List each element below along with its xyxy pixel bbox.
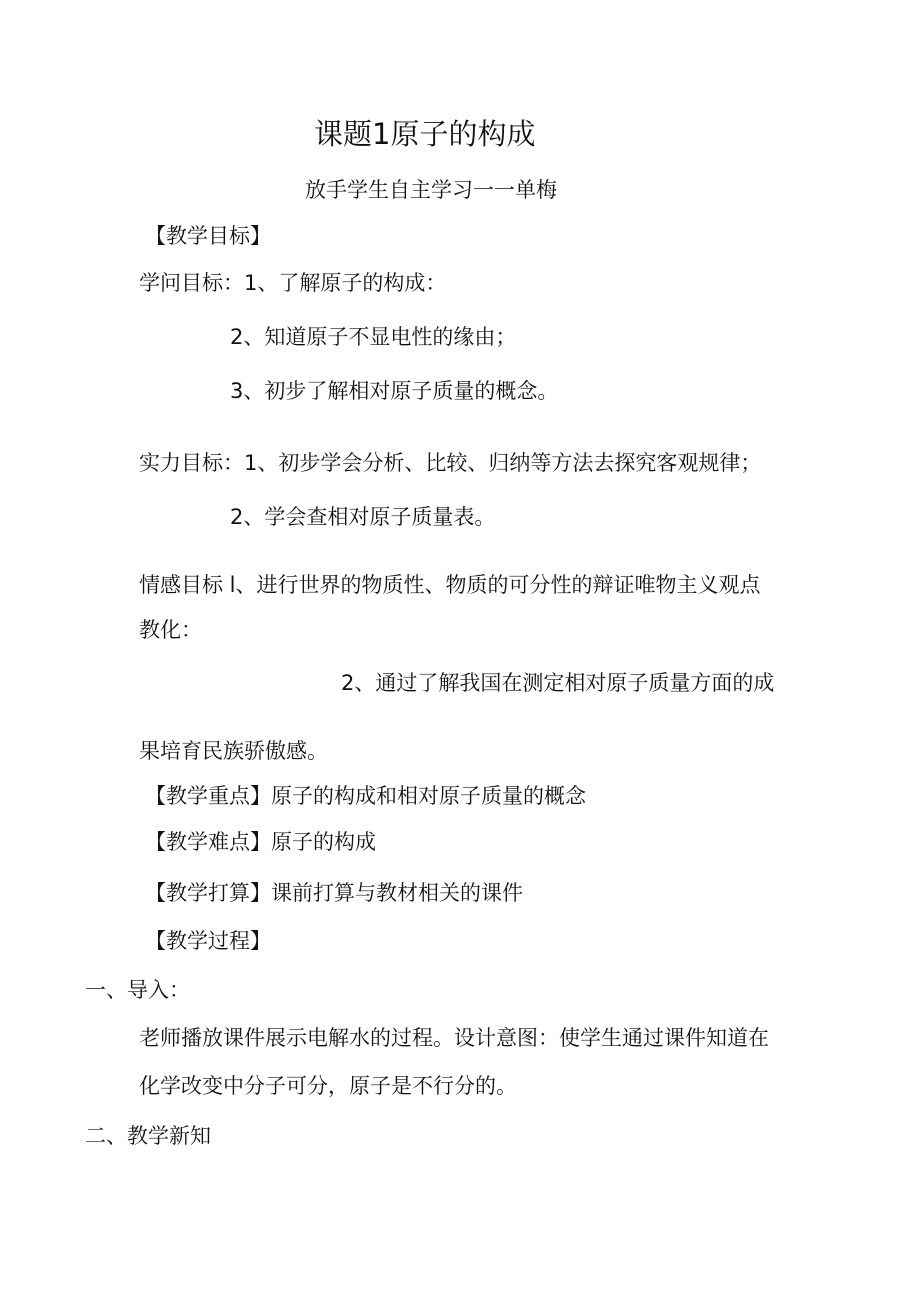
process-heading: 【教学过程】 (145, 929, 271, 953)
emotion-goal-2a: 2、通过了解我国在测定相对原子质量方面的成 (341, 671, 775, 695)
ability-goal-2: 2、学会查相对原子质量表。 (230, 505, 496, 529)
difficulty: 【教学难点】原子的构成 (145, 830, 376, 854)
key-point: 【教学重点】原子的构成和相对原子质量的概念 (145, 784, 586, 808)
ability-goal-1: 实力目标：1、初步学会分析、比较、归纳等方法去探究客观规律； (139, 451, 762, 475)
preparation: 【教学打算】课前打算与教材相关的课件 (145, 881, 523, 905)
knowledge-goal-2: 2、知道原子不显电性的缘由； (230, 325, 517, 349)
emotion-goal-2b: 果培育民族骄傲感。 (139, 739, 328, 763)
knowledge-goal-3: 3、初步了解相对原子质量的概念。 (230, 379, 559, 403)
page-title: 课题1原子的构成 (314, 117, 536, 151)
knowledge-goal-1: 学问目标：1、了解原子的构成： (139, 271, 447, 295)
part1-text-a: 老师播放课件展示电解水的过程。设计意图：使学生通过课件知道在 (139, 1026, 769, 1050)
emotion-goal-1a: 情感目标 l、进行世界的物质性、物质的可分性的辩证唯物主义观点 (139, 573, 761, 597)
part2-heading: 二、教学新知 (85, 1124, 211, 1148)
emotion-goal-1b: 教化： (139, 618, 202, 642)
goals-heading: 【教学目标】 (145, 224, 271, 248)
part1-text-b: 化学改变中分子可分，原子是不行分的。 (139, 1074, 517, 1098)
part1-heading: 一、导入： (85, 978, 190, 1002)
subtitle: 放手学生自主学习一一单梅 (305, 178, 557, 202)
